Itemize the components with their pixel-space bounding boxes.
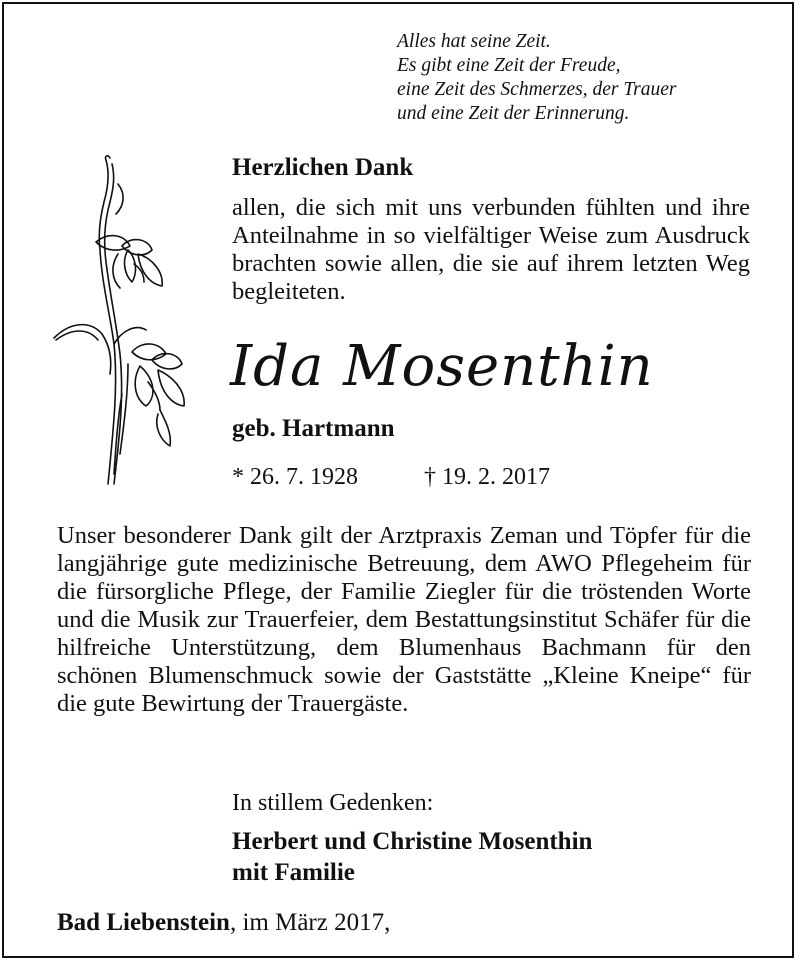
birth-date: * 26. 7. 1928 (232, 464, 358, 490)
signers (232, 826, 592, 888)
date-text: , im März 2017, (229, 909, 391, 936)
motto-line: Alles hat seine Zeit. (397, 31, 551, 52)
thanks-heading: Herzlichen Dank (232, 154, 414, 181)
motto-line: eine Zeit des Schmerzes, der Trauer (397, 79, 677, 100)
place-name: Bad Liebenstein (57, 909, 230, 936)
acknowledgement-text: Unser besonderer Dank gilt der Arztpraxis Zeman und Töpfer für die langjährige gute medizinische Betreuung, dem AWO Pflegeheim für die fürsorgliche Pflege, der Familie Ziegler für die tröstenden Worte und die Musik zur Trauerfeier, dem Bestattungsinstitut Schäfer für die hilfreiche Unterstützung, dem Blumenhaus Bachmann für den schönen Blumenschmuck sowie der Gaststätte „Kleine Kneipe“ für die gute Bewirtung der Trauergäste. (57, 522, 751, 717)
obituary-notice (2, 2, 794, 958)
thanks-text: allen, die sich mit uns verbunden fühlten und ihre Anteilnahme in so vielfältiger Weise zum Ausdruck brachten sowie allen, die sie auf ihrem letzten Weg begleiteten. (232, 194, 750, 305)
iris-flower-icon (48, 154, 208, 494)
motto-line: und eine Zeit der Erinnerung. (397, 103, 630, 124)
place-date-line (57, 909, 390, 937)
motto-quote (397, 30, 757, 126)
maiden-name: geb. Hartmann (232, 415, 395, 442)
deceased-name: Ida Mosenthin (230, 334, 654, 399)
death-date: † 19. 2. 2017 (424, 464, 550, 490)
motto-line: Es gibt eine Zeit der Freude, (397, 55, 621, 76)
signer-line: mit Familie (232, 859, 355, 886)
signer-line: Herbert und Christine Mosenthin (232, 828, 593, 855)
memory-line: In stillem Gedenken: (232, 790, 434, 816)
